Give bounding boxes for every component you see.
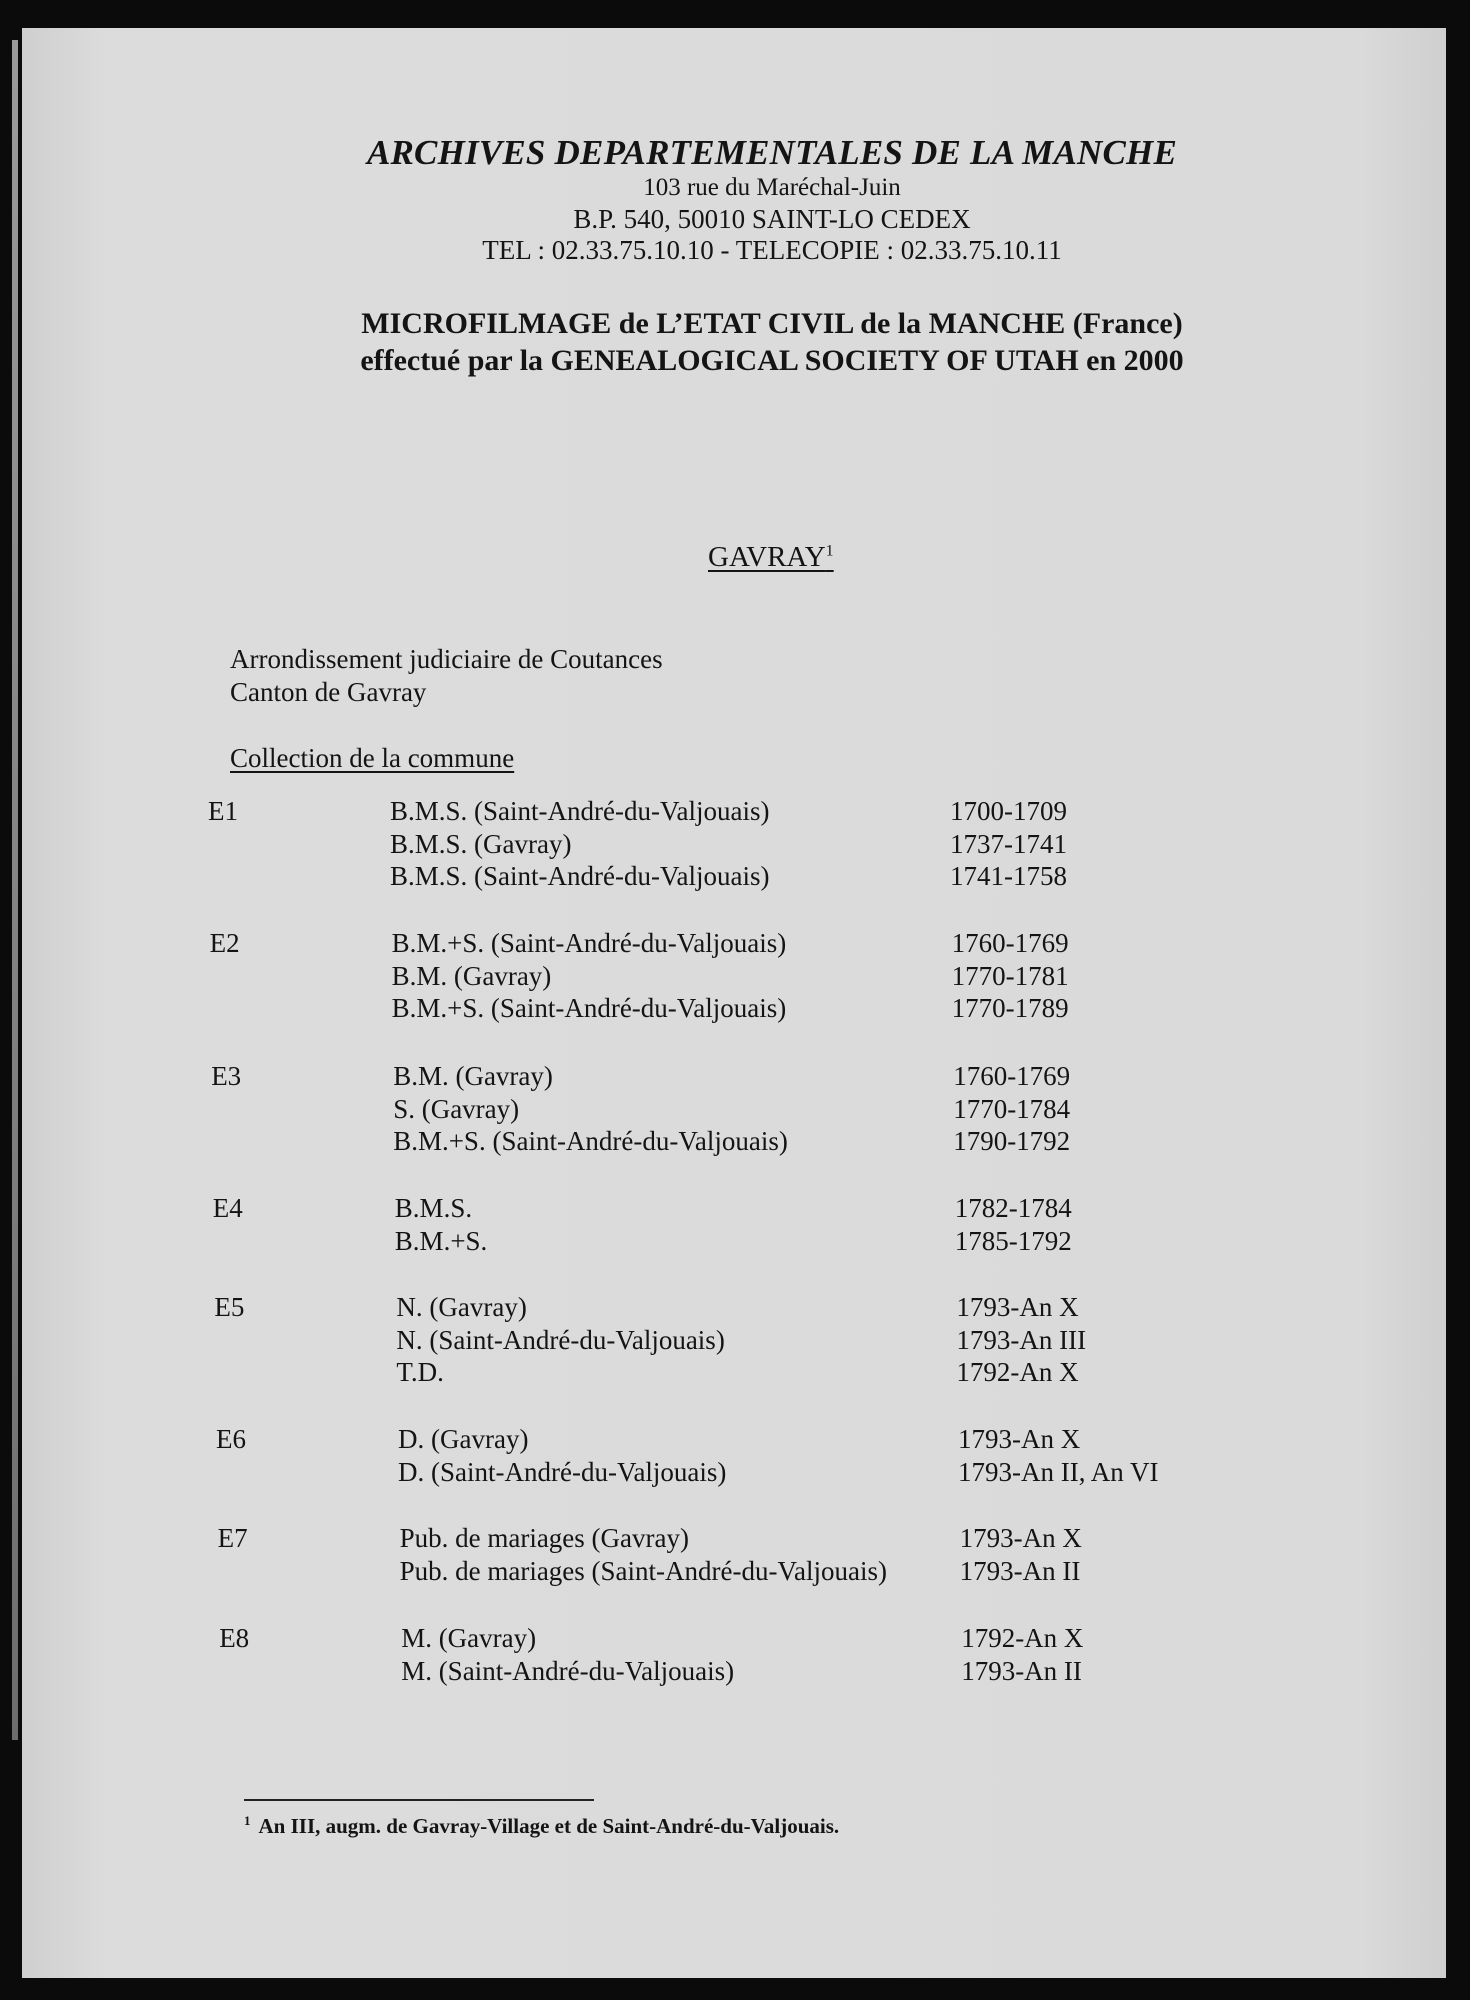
record-description: B.M.+S. (Saint-André-du-Valjouais) <box>393 1126 788 1156</box>
address-postal: B.P. 540, 50010 SAINT-LO CEDEX <box>573 204 971 234</box>
record-cote: E8 <box>219 1623 250 1653</box>
record-description: B.M.+S. <box>394 1225 488 1256</box>
record-dates: 1741-1758 <box>950 861 1067 891</box>
record-cote: E6 <box>216 1424 246 1454</box>
record-dates: 1760-1769 <box>953 1061 1071 1091</box>
record-dates: 1792-An X <box>961 1623 1084 1653</box>
record-description: B.M.+S. (Saint-André-du-Valjouais) <box>391 993 787 1023</box>
record-cote: E1 <box>208 796 238 826</box>
record-dates: 1792-An X <box>956 1357 1079 1387</box>
footnote <box>244 1813 839 1839</box>
record-dates: 1782-1784 <box>954 1193 1072 1223</box>
record-description: D. (Gavray) <box>398 1424 529 1454</box>
record-dates: 1793-An II <box>961 1655 1082 1686</box>
record-dates: 1790-1792 <box>953 1126 1071 1156</box>
record-dates: 1737-1741 <box>950 828 1067 859</box>
record-dates: 1700-1709 <box>950 796 1067 826</box>
footnote-text: An III, augm. de Gavray-Village et de Saint-André-du-Valjouais. <box>258 1814 840 1838</box>
record-dates: 1760-1769 <box>951 928 1069 958</box>
record-description: N. (Saint-André-du-Valjouais) <box>396 1324 725 1355</box>
record-description: S. (Gavray) <box>393 1093 520 1124</box>
commune-heading <box>708 541 834 574</box>
record-description: M. (Saint-André-du-Valjouais) <box>401 1655 735 1686</box>
record-description: Pub. de mariages (Gavray) <box>399 1523 689 1553</box>
canton: Canton de Gavray <box>230 677 427 707</box>
record-description: B.M. (Gavray) <box>393 1061 553 1091</box>
record-cote: E5 <box>214 1292 245 1322</box>
record-dates: 1793-An II, An VI <box>958 1456 1159 1487</box>
record-description: B.M.S. (Saint-André-du-Valjouais) <box>390 861 770 891</box>
commune-name: GAVRAY <box>708 541 826 573</box>
record-dates: 1793-An III <box>956 1324 1087 1355</box>
record-description: B.M.+S. (Saint-André-du-Valjouais) <box>391 928 787 958</box>
institution-title: ARCHIVES DEPARTEMENTALES DE LA MANCHE <box>366 133 1178 172</box>
address-phone: TEL : 02.33.75.10.10 - TELECOPIE : 02.33.75.10.11 <box>482 235 1062 265</box>
record-dates: 1770-1781 <box>951 960 1069 991</box>
record-cote: E4 <box>212 1193 243 1223</box>
arrondissement: Arrondissement judiciaire de Coutances <box>230 644 663 674</box>
address-street: 103 rue du Maréchal-Juin <box>643 174 901 201</box>
microfilm-line-2: effectué par la GENEALOGICAL SOCIETY OF UTAH en 2000 <box>360 344 1184 377</box>
record-description: N. (Gavray) <box>396 1292 527 1322</box>
record-cote: E2 <box>209 928 240 958</box>
record-description: B.M.S. (Saint-André-du-Valjouais) <box>390 796 770 826</box>
record-description: B.M.S. <box>394 1193 473 1223</box>
record-description: B.M.S. (Gavray) <box>390 828 572 859</box>
record-dates: 1793-An X <box>958 1424 1081 1454</box>
film-edge <box>12 40 18 1740</box>
record-dates: 1793-An II <box>959 1555 1081 1586</box>
footnote-divider <box>244 1799 594 1801</box>
record-dates: 1785-1792 <box>954 1225 1072 1256</box>
commune-note-ref: 1 <box>825 542 834 560</box>
record-description: B.M. (Gavray) <box>391 960 552 991</box>
record-cote: E7 <box>217 1523 248 1553</box>
record-dates: 1770-1789 <box>951 993 1069 1023</box>
microfilm-line-1: MICROFILMAGE de L’ETAT CIVIL de la MANCHE (France) <box>361 307 1183 340</box>
collection-heading: Collection de la commune <box>230 743 515 773</box>
record-description: Pub. de mariages (Saint-André-du-Valjouais) <box>399 1555 887 1586</box>
record-dates: 1793-An X <box>956 1292 1079 1322</box>
record-description: D. (Saint-André-du-Valjouais) <box>398 1456 727 1487</box>
record-dates: 1793-An X <box>959 1523 1082 1553</box>
record-cote: E3 <box>211 1061 242 1091</box>
record-dates: 1770-1784 <box>953 1093 1071 1124</box>
footnote-ref: 1 <box>244 1813 251 1828</box>
record-description: M. (Gavray) <box>401 1623 537 1653</box>
record-description: T.D. <box>396 1357 444 1387</box>
document-page <box>22 28 1446 1978</box>
